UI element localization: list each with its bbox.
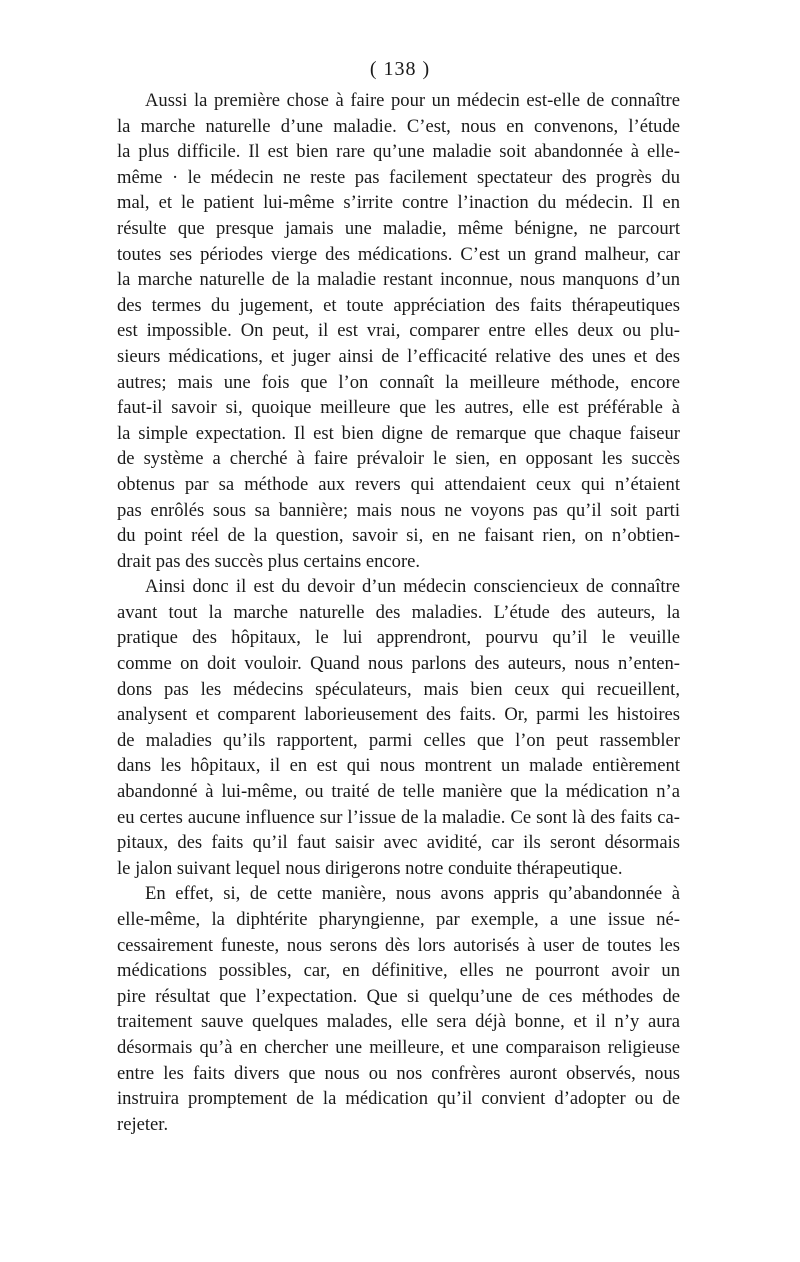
text-line: pire résultat que l’expectation. Que si quelqu’une de ces méthodes de [117,985,680,1007]
text-line: de maladies qu’ils rapportent, parmi celles que l’on peut rassembler [117,729,680,751]
text-line: même · le médecin ne reste pas facilement spectateur des progrès du [117,166,680,188]
text-line: eu certes aucune influence sur l’issue de la maladie. Ce sont là des faits ca- [117,806,680,828]
text-line: la simple expectation. Il est bien digne de remarque que chaque faiseur [117,422,680,444]
text-line: dans les hôpitaux, il en est qui nous montrent un malade entièrement [117,755,680,777]
text-line: toutes ses périodes vierge des médications. C’est un grand malheur, car [117,243,680,265]
paragraph-3 [117,881,680,1137]
paragraph-2 [117,574,680,881]
text-line: pratique des hôpitaux, le lui apprendront, pourvu qu’il le veuille [117,627,680,649]
text-line: rejeter. [117,1113,169,1135]
text-line: mal, et le patient lui-même s’irrite contre l’inaction du médecin. Il en [117,192,680,214]
text-line: elle-même, la diphtérite pharyngienne, par exemple, a une issue né- [117,909,680,930]
text-line: est impossible. On peut, il est vrai, comparer entre elles deux ou plu- [117,320,680,342]
text-line: cessairement funeste, nous serons dès lors autorisés à user de toutes les [117,934,680,956]
text-line: analysent et comparent laborieusement des faits. Or, parmi les histoires [117,704,680,726]
text-line: Ainsi donc il est du devoir d’un médecin consciencieux de connaître [145,576,680,598]
text-line: de système a cherché à faire prévaloir le sien, en opposant les succès [117,448,680,470]
text-line: drait pas des succès plus certains encore. [117,550,421,572]
text-line: médications possibles, car, en définitive, elles ne pourront avoir un [117,960,680,982]
text-line: dons pas les médecins spéculateurs, mais bien ceux qui recueillent, [117,678,680,700]
text-line: pitaux, des faits qu’il faut saisir avec avidité, car ils seront désormais [117,832,680,854]
text-line: comme on doit vouloir. Quand nous parlons des auteurs, nous n’enten- [117,653,680,675]
paragraph-1 [117,88,680,574]
text-line: sieurs médications, et juger ainsi de l’efficacité relative des unes et des [117,345,680,367]
page-number: ( 138 ) [369,58,431,80]
text-line: du point réel de la question, savoir si, en ne faisant rien, on n’obtien- [117,525,680,547]
text-line: instruira promptement de la médication qu’il convient d’adopter ou de [117,1088,680,1110]
text-line: des termes du jugement, et toute appréciation des faits thérapeutiques [117,294,680,316]
text-line: pas enrôlés sous sa bannière; mais nous ne voyons pas qu’il soit parti [117,499,680,521]
text-line: avant tout la marche naturelle des maladies. L’étude des auteurs, la [117,601,680,623]
text-line: désormais qu’à en chercher une meilleure, et une comparaison religieuse [117,1036,680,1058]
text-line: résulte que presque jamais une maladie, même bénigne, ne parcourt [117,217,680,239]
text-line: la marche naturelle de la maladie restant inconnue, nous manquons d’un [117,269,680,291]
text-line: la marche naturelle d’une maladie. C’est, nous en convenons, l’étude [117,115,680,137]
text-line: traitement sauve quelques malades, elle sera déjà bonne, et il n’y aura [117,1011,680,1033]
text-line: la plus difficile. Il est bien rare qu’une maladie soit abandonnée à elle- [117,141,680,163]
text-line: le jalon suivant lequel nous dirigerons notre conduite thérapeutique. [117,857,623,879]
body-text [117,88,680,1137]
text-line: faut-il savoir si, quoique meilleure que les autres, elle est préférable à [117,397,680,419]
text-line: autres; mais une fois que l’on connaît la meilleure méthode, encore [117,371,680,393]
text-line: abandonné à lui-même, ou traité de telle manière que la médication n’a [117,781,680,803]
text-line: Aussi la première chose à faire pour un médecin est-elle de connaître [145,90,680,111]
text-line: obtenus par sa méthode aux revers qui attendaient ceux qui n’étaient [117,473,680,495]
text-line: En effet, si, de cette manière, nous avons appris qu’abandonnée à [145,883,680,905]
text-line: entre les faits divers que nous ou nos confrères auront observés, nous [117,1062,680,1084]
